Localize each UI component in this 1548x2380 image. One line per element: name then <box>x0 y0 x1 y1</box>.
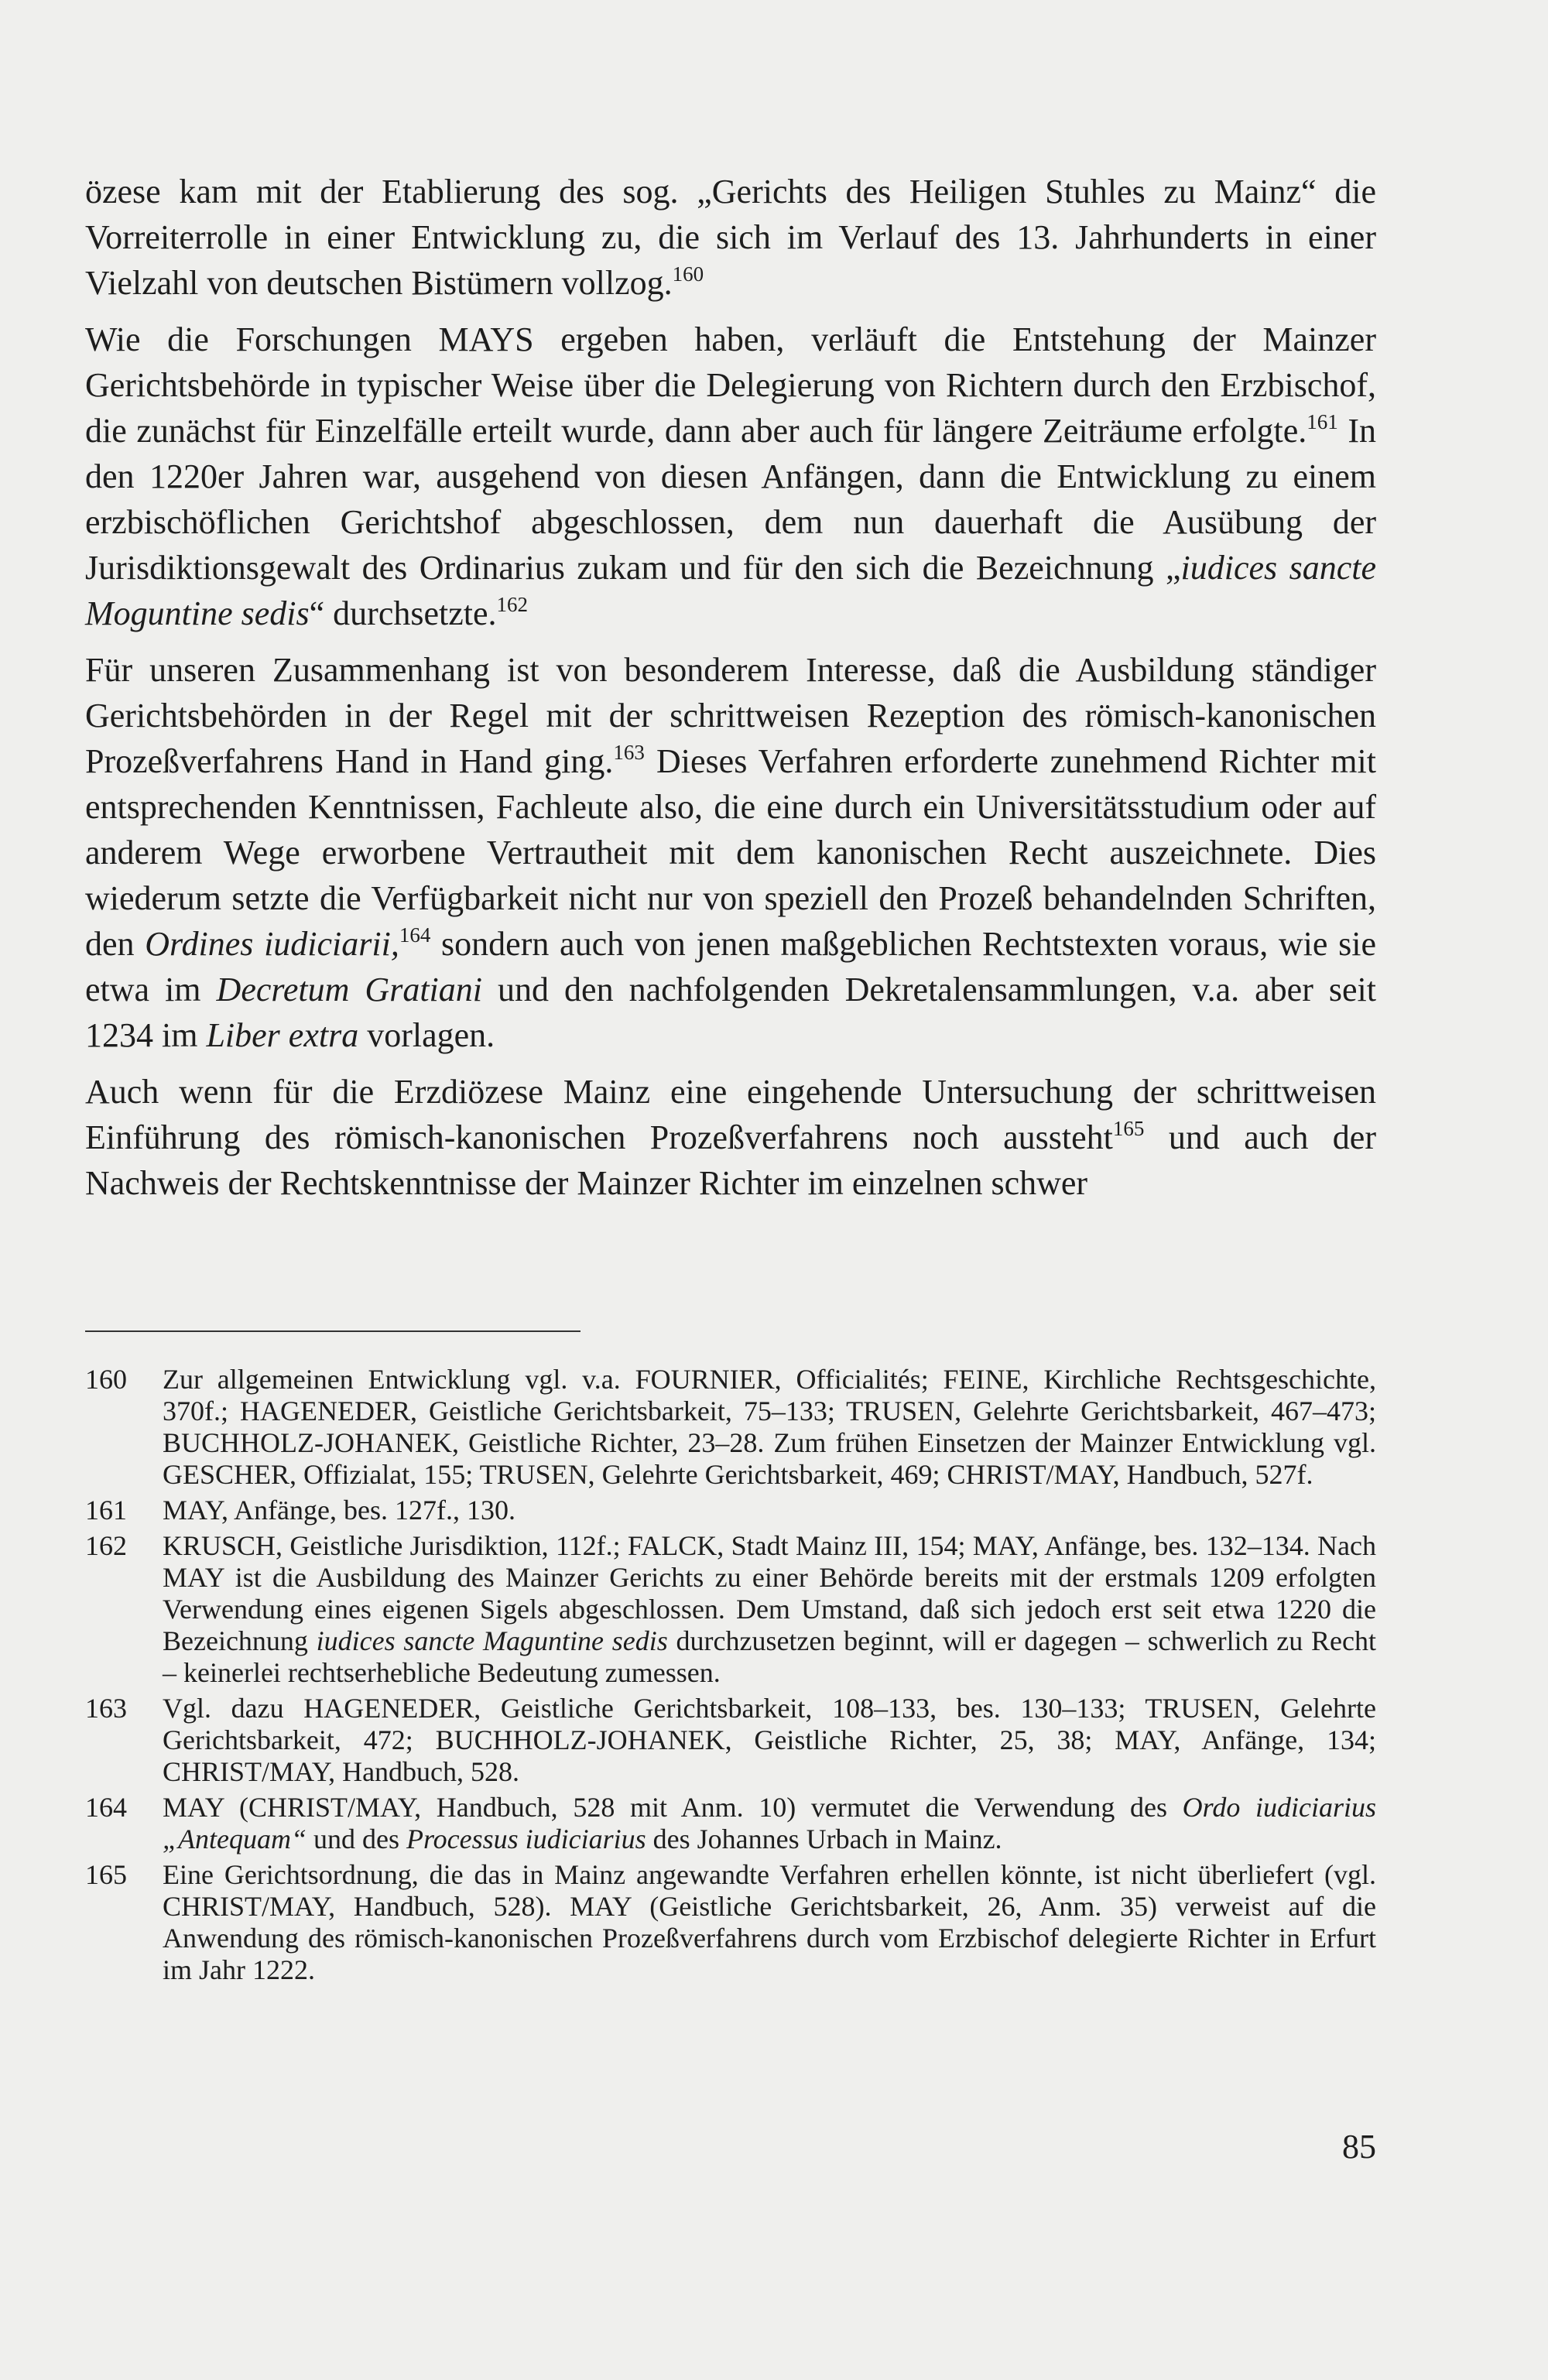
text-run: özese kam mit der Etablierung des sog. „Gerichts des Heiligen Stuhles zu Mainz“ die Vorreiterrolle in einer Entwicklung zu, die sich im Verlauf des 13. Jahrhunderts in einer Vielzahl von deutschen Bistümern vollzog. <box>85 173 1376 302</box>
italic-text: iudices sancte Maguntine sedis <box>316 1625 668 1656</box>
footnote <box>85 1693 1376 1788</box>
footnote-number: 163 <box>85 1693 127 1724</box>
text-run: In den 1220er Jahren war, ausgehend von diesen Anfängen, dann die Entwicklung zu einem erzbischöflichen Gerichtshof abgeschlossen, dem nun dauerhaft die Ausübung der Jurisdiktionsgewalt des Ordinarius zukam und für den sich die Bezeichnung „ <box>85 412 1377 587</box>
footnote-number: 165 <box>85 1859 127 1890</box>
footnote <box>85 1530 1376 1689</box>
footnote-number: 160 <box>85 1364 127 1395</box>
footnote-number: 164 <box>85 1792 127 1823</box>
footnote <box>85 1792 1376 1855</box>
footnote-text <box>163 1495 1376 1526</box>
text-run: Dieses Verfahren erforderte zunehmend Richter mit entsprechenden Kenntnissen, Fachleute also, die eine durch ein Universitätsstudium oder auf anderem Wege erworbene Vertrautheit mit dem kanonischen Recht auszeichnete. Dies wiederum setzte die Verfügbarkeit nicht nur von speziell den Prozeß behandelnden Schriften, den <box>85 742 1376 963</box>
footnote-reference: 164 <box>399 923 431 947</box>
text-run: Vgl. dazu HAGENEDER, Geistliche Gerichtsbarkeit, 108–133, bes. 130–133; TRUSEN, Gelehrte Gerichtsbarkeit, 472; BUCHHOLZ-JOHANEK, Geistliche Richter, 25, 38; MAY, Anfänge, 134; CHRIST/MAY, Handbuch, 528. <box>163 1693 1376 1787</box>
footnote-reference: 165 <box>1112 1117 1145 1140</box>
text-run: sondern auch von jenen maßgeblichen Rechtstexten voraus, wie sie etwa im <box>85 925 1377 1009</box>
italic-text: Ordines iudiciarii, <box>145 925 399 963</box>
footnote-reference: 163 <box>613 741 645 764</box>
footnote-text <box>163 1364 1376 1491</box>
italic-text: Decretum Gratiani <box>216 971 482 1009</box>
footnote-reference: 160 <box>672 262 704 286</box>
text-run: Zur allgemeinen Entwicklung vgl. v.a. FOURNIER, Officialités; FEINE, Kirchliche Rechtsgeschichte, 370f.; HAGENEDER, Geistliche Gerichtsbarkeit, 75–133; TRUSEN, Gelehrte Gerichtsbarkeit, 467–473; BUCHHOLZ-JOHANEK, Geistliche Richter, 23–28. Zum frühen Einsetzen der Mainzer Entwicklung vgl. GESCHER, Offizialat, 155; TRUSEN, Gelehrte Gerichtsbarkeit, 469; CHRIST/MAY, Handbuch, 527f. <box>163 1364 1376 1490</box>
text-run: und auch der Nachweis der Rechtskenntnisse der Mainzer Richter im einzelnen schwer <box>85 1118 1376 1202</box>
main-text <box>85 169 1376 1217</box>
text-run: Wie die Forschungen MAYS ergeben haben, verläuft die Entstehung der Mainzer Gerichtsbehörde in typischer Weise über die Delegierung von Richtern durch den Erzbischof, die zunächst für Einzelfälle erteilt wurde, dann aber auch für längere Zeiträume erfolgte. <box>85 320 1376 450</box>
footnote-text <box>163 1530 1376 1689</box>
text-run: KRUSCH, Geistliche Jurisdiktion, 112f.; FALCK, Stadt Mainz III, 154; MAY, Anfänge, bes. 132–134. Nach MAY ist die Ausbildung des Mainzer Gerichts zu einer Behörde bereits mit der erstmals 1209 erfolgten Verwendung eines eigenen Sigels abgeschlossen. Dem Umstand, daß sich jedoch erst seit etwa 1220 die Bezeichnung <box>163 1530 1376 1656</box>
text-run: Auch wenn für die Erzdiözese Mainz eine eingehende Untersuchung der schrittweisen Einführung des römisch-kanonischen Prozeßverfahrens noch aussteht <box>85 1073 1376 1156</box>
text-run: vorlagen. <box>358 1016 495 1054</box>
footnote-number: 162 <box>85 1530 127 1561</box>
italic-text: iudices sancte Moguntine sedis <box>85 549 1376 632</box>
text-run: und des <box>307 1824 407 1854</box>
italic-text: Liber extra <box>206 1016 359 1054</box>
text-run: Eine Gerichtsordnung, die das in Mainz angewandte Verfahren erhellen könnte, ist nicht überliefert (vgl. CHRIST/MAY, Handbuch, 528). MAY (Geistliche Gerichtsbarkeit, 26, Anm. 35) verweist auf die Anwendung des römisch-kanonischen Prozeßverfahrens durch vom Erzbischof delegierte Richter in Erfurt im Jahr 1222. <box>163 1859 1376 1985</box>
italic-text: Ordo iudiciarius „Antequam“ <box>163 1792 1376 1854</box>
text-run: und den nachfolgenden Dekretalensammlungen, v.a. aber seit 1234 im <box>85 971 1376 1054</box>
footnote-number: 161 <box>85 1495 127 1526</box>
paragraph <box>85 647 1376 1058</box>
footnotes <box>85 1364 1376 1990</box>
text-run: durchzusetzen beginnt, will er dagegen – schwerlich zu Recht – keinerlei rechtserhebliche Bedeutung zumessen. <box>163 1625 1376 1688</box>
footnote-text <box>163 1693 1376 1788</box>
footnote-text <box>163 1859 1376 1986</box>
paragraph <box>85 317 1376 636</box>
footnote-reference: 162 <box>496 593 529 616</box>
footnote <box>85 1495 1376 1526</box>
text-run: MAY (CHRIST/MAY, Handbuch, 528 mit Anm. 10) vermutet die Verwendung des <box>163 1792 1183 1823</box>
text-run: “ durchsetzte. <box>309 594 497 632</box>
footnote-reference: 161 <box>1307 410 1338 433</box>
italic-text: Processus iudiciarius <box>406 1824 646 1854</box>
text-run: MAY, Anfänge, bes. 127f., 130. <box>163 1495 515 1526</box>
text-run: Für unseren Zusammenhang ist von besonderem Interesse, daß die Ausbildung ständiger Gerichtsbehörden in der Regel mit der schrittweisen Rezeption des römisch-kanonischen Prozeßverfahrens Hand in Hand ging. <box>85 651 1376 780</box>
footnote <box>85 1364 1376 1491</box>
footnote-text <box>163 1792 1376 1855</box>
text-run: des Johannes Urbach in Mainz. <box>646 1824 1002 1854</box>
paragraph <box>85 169 1376 306</box>
page-number: 85 <box>1342 2128 1376 2166</box>
footnote-separator <box>85 1330 580 1332</box>
paragraph <box>85 1069 1376 1206</box>
footnote <box>85 1859 1376 1986</box>
